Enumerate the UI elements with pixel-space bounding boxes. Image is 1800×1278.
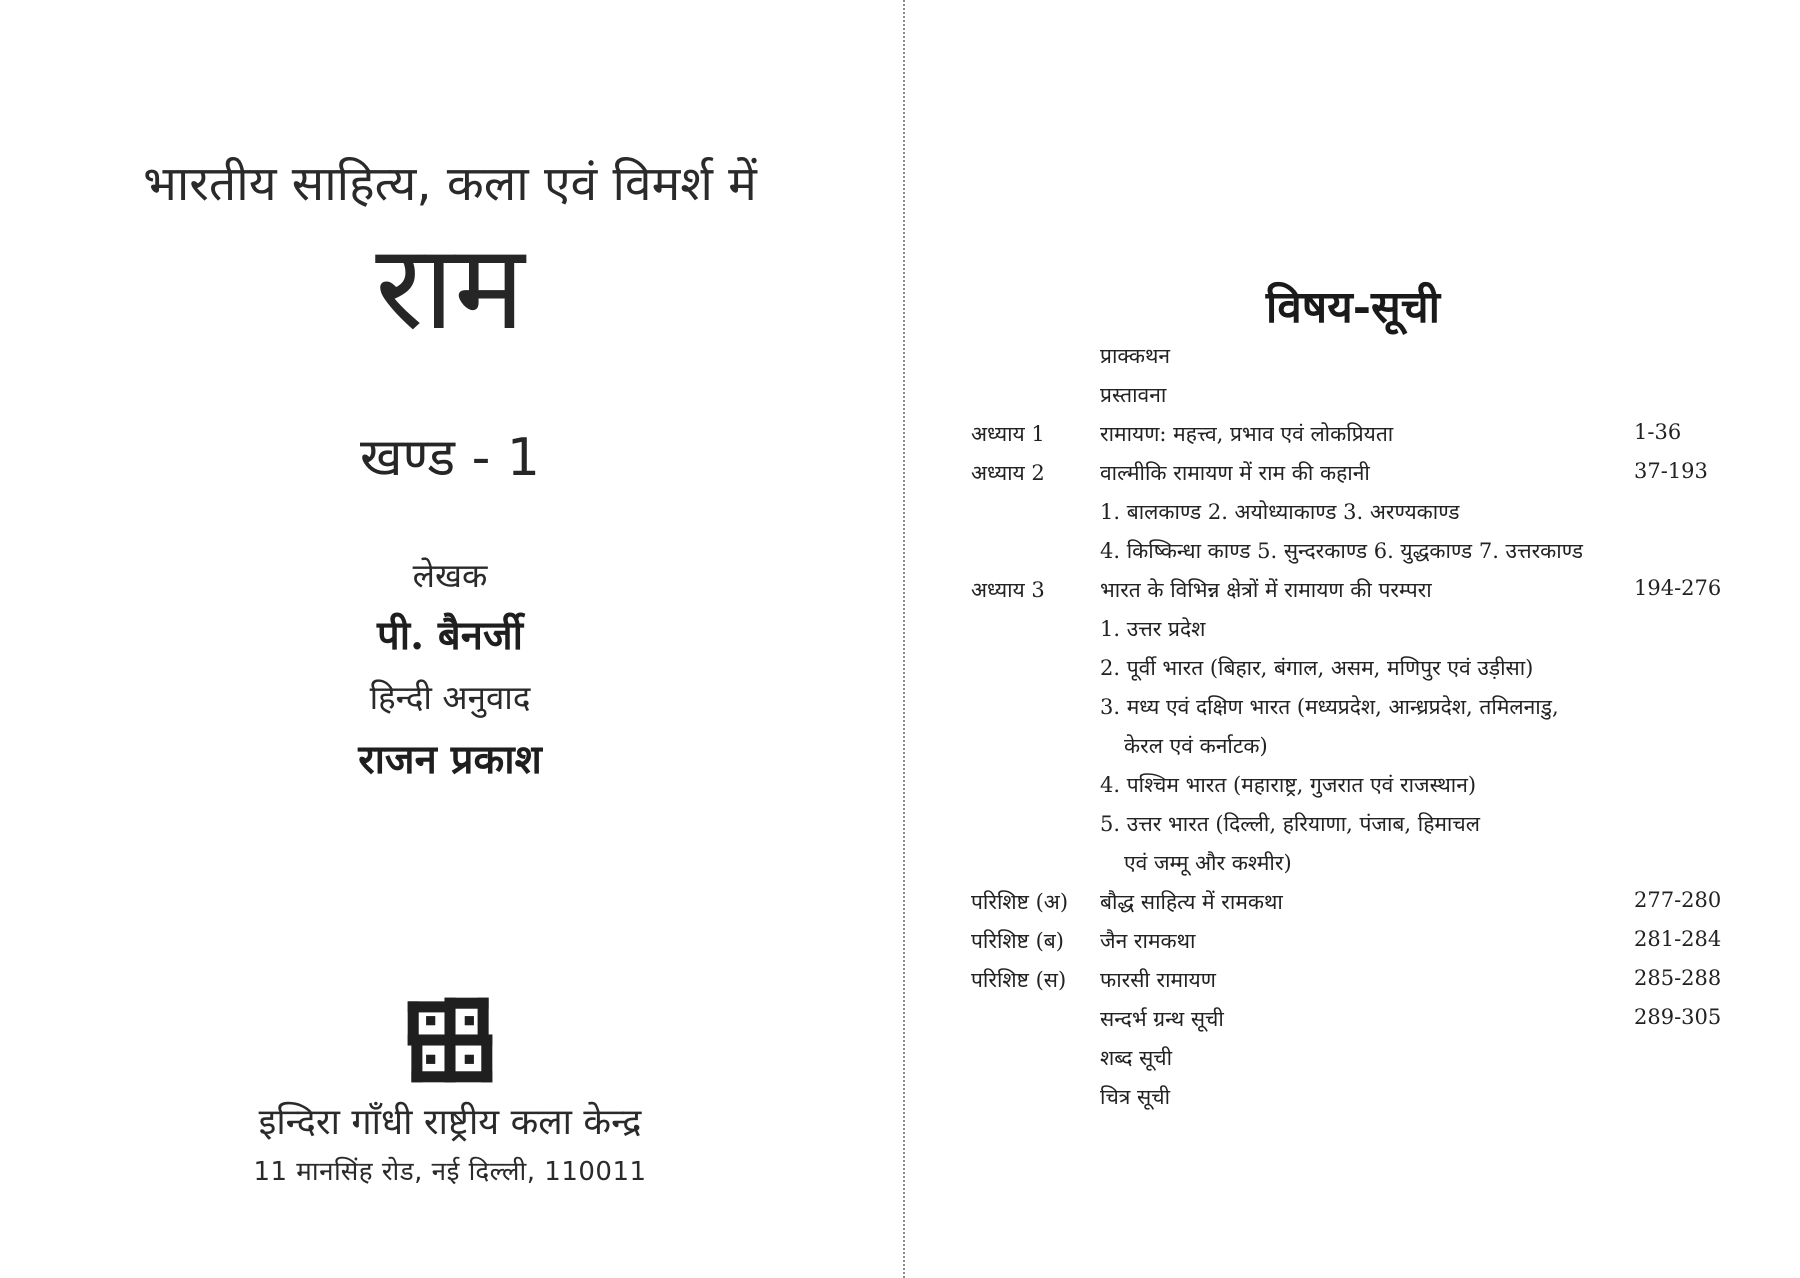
toc-row [906,1083,1800,1113]
toc-row-title: 3. मध्य एवं दक्षिण भारत (मध्यप्रदेश, आन्ध्रप्रदेश, तमिलनाडु, [1100,695,1559,719]
publisher-name: इन्दिरा गाँधी राष्ट्रीय कला केन्द्र [258,1102,642,1143]
author-label: लेखक [412,556,488,595]
translator-name: राजन प्रकाश [358,736,542,783]
volume-label: खण्ड - 1 [360,428,540,488]
toc-row [906,849,1800,879]
toc-row-label: परिशिष्ट (अ) [971,890,1069,914]
toc-row-label: अध्याय 2 [971,461,1045,485]
toc-row [906,654,1800,684]
toc-row-title: जैन रामकथा [1100,929,1196,953]
toc-row [906,576,1800,606]
translation-label: हिन्दी अनुवाद [369,678,531,717]
toc-row-title: 1. उत्तर प्रदेश [1100,617,1206,641]
toc-row [906,810,1800,840]
toc-row-title: 1. बालकाण्ड 2. अयोध्याकाण्ड 3. अरण्यकाण्ड [1100,500,1460,524]
toc-heading: विषय-सूची [1265,282,1441,333]
toc-row [906,693,1800,723]
toc-row-label: परिशिष्ट (ब) [971,929,1064,953]
toc-row-pages: 277-280 [1634,888,1722,912]
toc-row [906,1005,1800,1035]
author-name: पी. बैनर्जी [376,612,523,659]
toc-row-title: भारत के विभिन्न क्षेत्रों में रामायण की परम्परा [1100,578,1432,602]
toc-row [906,459,1800,489]
toc-row-label: अध्याय 3 [971,578,1045,602]
toc-row-title: सन्दर्भ ग्रन्थ सूची [1100,1007,1224,1031]
toc-row-pages: 281-284 [1634,927,1722,951]
toc-row-title: शब्द सूची [1100,1046,1173,1070]
svastika-logo-icon [404,994,496,1086]
toc-row-pages: 285-288 [1634,966,1722,990]
toc-row-label: अध्याय 1 [971,422,1045,446]
toc-row [906,381,1800,411]
toc-row [906,927,1800,957]
main-title: राम [375,218,525,356]
toc-row-title: वाल्मीकि रामायण में राम की कहानी [1100,461,1370,485]
toc-row [906,420,1800,450]
page-gutter [903,0,905,1278]
toc-row-title: एवं जम्मू और कश्मीर) [1124,851,1292,875]
toc-row [906,888,1800,918]
series-title: भारतीय साहित्य, कला एवं विमर्श में [143,156,757,212]
toc-row [906,966,1800,996]
toc-row-title: फारसी रामायण [1100,968,1216,992]
toc-row-pages: 194-276 [1634,576,1722,600]
toc-row-label: परिशिष्ट (स) [971,968,1067,992]
toc-row-pages: 1-36 [1634,420,1682,444]
toc-row-title: 4. पश्चिम भारत (महाराष्ट्र, गुजरात एवं राजस्थान) [1100,773,1477,797]
toc-row-title: प्रस्तावना [1100,383,1167,407]
toc-row [906,342,1800,372]
toc-row [906,537,1800,567]
toc-row-title: बौद्ध साहित्य में रामकथा [1100,890,1283,914]
toc-row-pages: 289-305 [1634,1005,1722,1029]
publisher-address: 11 मानसिंह रोड, नई दिल्ली, 110011 [253,1157,647,1187]
toc-row [906,732,1800,762]
toc-row-title: चित्र सूची [1100,1085,1171,1109]
toc-row-title: 2. पूर्वी भारत (बिहार, बंगाल, असम, मणिपुर एवं उड़ीसा) [1100,656,1534,680]
contents-page [906,0,1800,1278]
toc-row [906,615,1800,645]
toc-row-pages: 37-193 [1634,459,1708,483]
toc-row [906,1044,1800,1074]
toc-row-title: 4. किष्किन्धा काण्ड 5. सुन्दरकाण्ड 6. युद्धकाण्ड 7. उत्तरकाण्ड [1100,539,1583,563]
toc-row-title: 5. उत्तर भारत (दिल्ली, हरियाणा, पंजाब, हिमाचल [1100,812,1480,836]
toc-row-title: प्राक्कथन [1100,344,1171,368]
toc-row [906,771,1800,801]
toc-row [906,498,1800,528]
toc-row-title: रामायण: महत्त्व, प्रभाव एवं लोकप्रियता [1100,422,1394,446]
toc-row-title: केरल एवं कर्नाटक) [1124,734,1268,758]
